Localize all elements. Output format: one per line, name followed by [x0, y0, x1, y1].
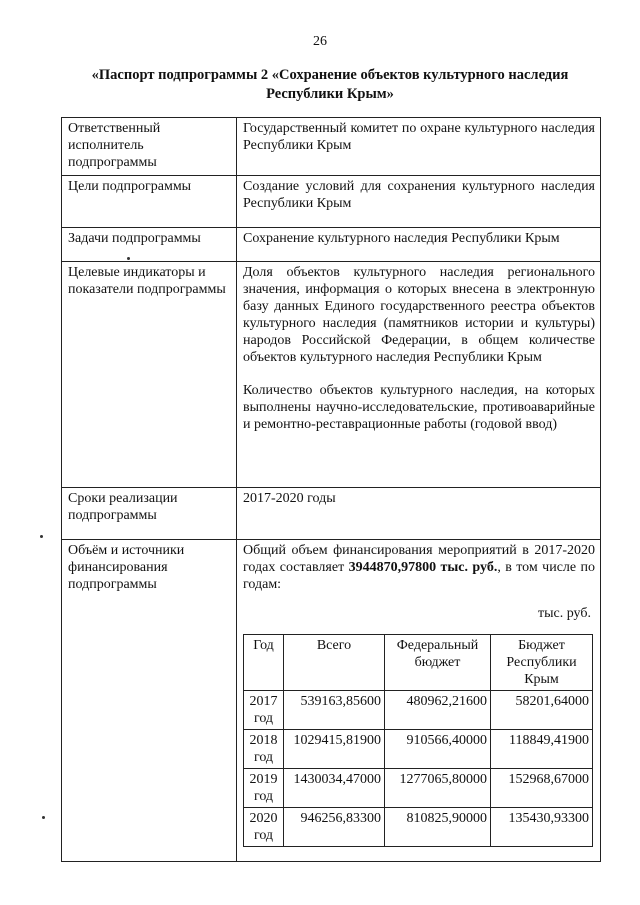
row-label-timeline: Сроки реализации подпрограммы [62, 488, 237, 540]
cell-year: 2017 год [244, 691, 284, 730]
scan-speck [42, 816, 45, 819]
page-number: 26 [313, 34, 327, 49]
financing-intro [243, 542, 595, 593]
table-row [62, 262, 601, 488]
row-value-timeline: 2017-2020 годы [237, 488, 601, 540]
header-total: Всего [284, 635, 385, 691]
cell-federal: 910566,40000 [385, 730, 491, 769]
financing-total-amount: 3944870,97800 тыс. руб. [348, 560, 498, 575]
table-row [62, 176, 601, 228]
cell-total: 946256,83300 [284, 808, 385, 847]
table-row [62, 118, 601, 176]
cell-total: 539163,85600 [284, 691, 385, 730]
indicator-paragraph: Количество объектов культурного наследия, на которых выполнены научно-исследовательские, противоаварийные и ремонтно-реставрационные работы (годовой ввод) [243, 383, 595, 432]
cell-total: 1029415,81900 [284, 730, 385, 769]
document-title [60, 66, 600, 104]
cell-federal: 480962,21600 [385, 691, 491, 730]
row-label-financing: Объём и источники финансирования подпрограммы [62, 540, 237, 862]
row-value-goals: Создание условий для сохранения культурного наследия Республики Крым [237, 176, 601, 228]
row-label-goals: Цели подпрограммы [62, 176, 237, 228]
table-row [244, 730, 593, 769]
row-value-financing [237, 540, 601, 862]
title-line-2: Республики Крым» [266, 86, 394, 102]
financing-table [243, 634, 593, 847]
row-label-executor: Ответственный исполнитель подпрограммы [62, 118, 237, 176]
units-label: тыс. руб. [538, 606, 591, 621]
passport-table [61, 117, 601, 862]
cell-year: 2018 год [244, 730, 284, 769]
cell-federal: 1277065,80000 [385, 769, 491, 808]
indicator-paragraph: Доля объектов культурного наследия регионального значения, информация о которых внесена в электронную базу данных Единого государственного реестра объектов культурного наследия (памятников истории и культуры) народов Российской Федерации, в общем количестве объектов культурного наследия Республики Крым [243, 265, 595, 365]
table-row [244, 691, 593, 730]
row-value-tasks: Сохранение культурного наследия Республики Крым [237, 228, 601, 262]
financing-header-row [244, 635, 593, 691]
cell-regional: 135430,93300 [491, 808, 593, 847]
row-label-indicators: Целевые индикаторы и показатели подпрограммы [62, 262, 237, 488]
scan-speck [127, 257, 130, 260]
table-row [62, 488, 601, 540]
financing-intro-tail: , в том числе по годам: [243, 560, 595, 592]
header-year: Год [244, 635, 284, 691]
table-row [244, 769, 593, 808]
financing-intro-text: Общий объем финансирования мероприятий в 2017-2020 годах составляет [243, 543, 595, 575]
title-line-1: «Паспорт подпрограммы 2 «Сохранение объектов культурного наследия [91, 67, 569, 83]
cell-year: 2020 год [244, 808, 284, 847]
table-row [62, 228, 601, 262]
cell-federal: 810825,90000 [385, 808, 491, 847]
cell-year: 2019 год [244, 769, 284, 808]
cell-regional: 152968,67000 [491, 769, 593, 808]
header-federal: Федеральный бюджет [385, 635, 491, 691]
table-row [244, 808, 593, 847]
cell-regional: 58201,64000 [491, 691, 593, 730]
cell-regional: 118849,41900 [491, 730, 593, 769]
scan-speck [40, 535, 43, 538]
row-value-executor: Государственный комитет по охране культурного наследия Республики Крым [237, 118, 601, 176]
table-row [62, 540, 601, 862]
row-value-indicators [237, 262, 601, 488]
row-label-tasks: Задачи подпрограммы [62, 228, 237, 262]
cell-total: 1430034,47000 [284, 769, 385, 808]
header-regional: Бюджет Республики Крым [491, 635, 593, 691]
